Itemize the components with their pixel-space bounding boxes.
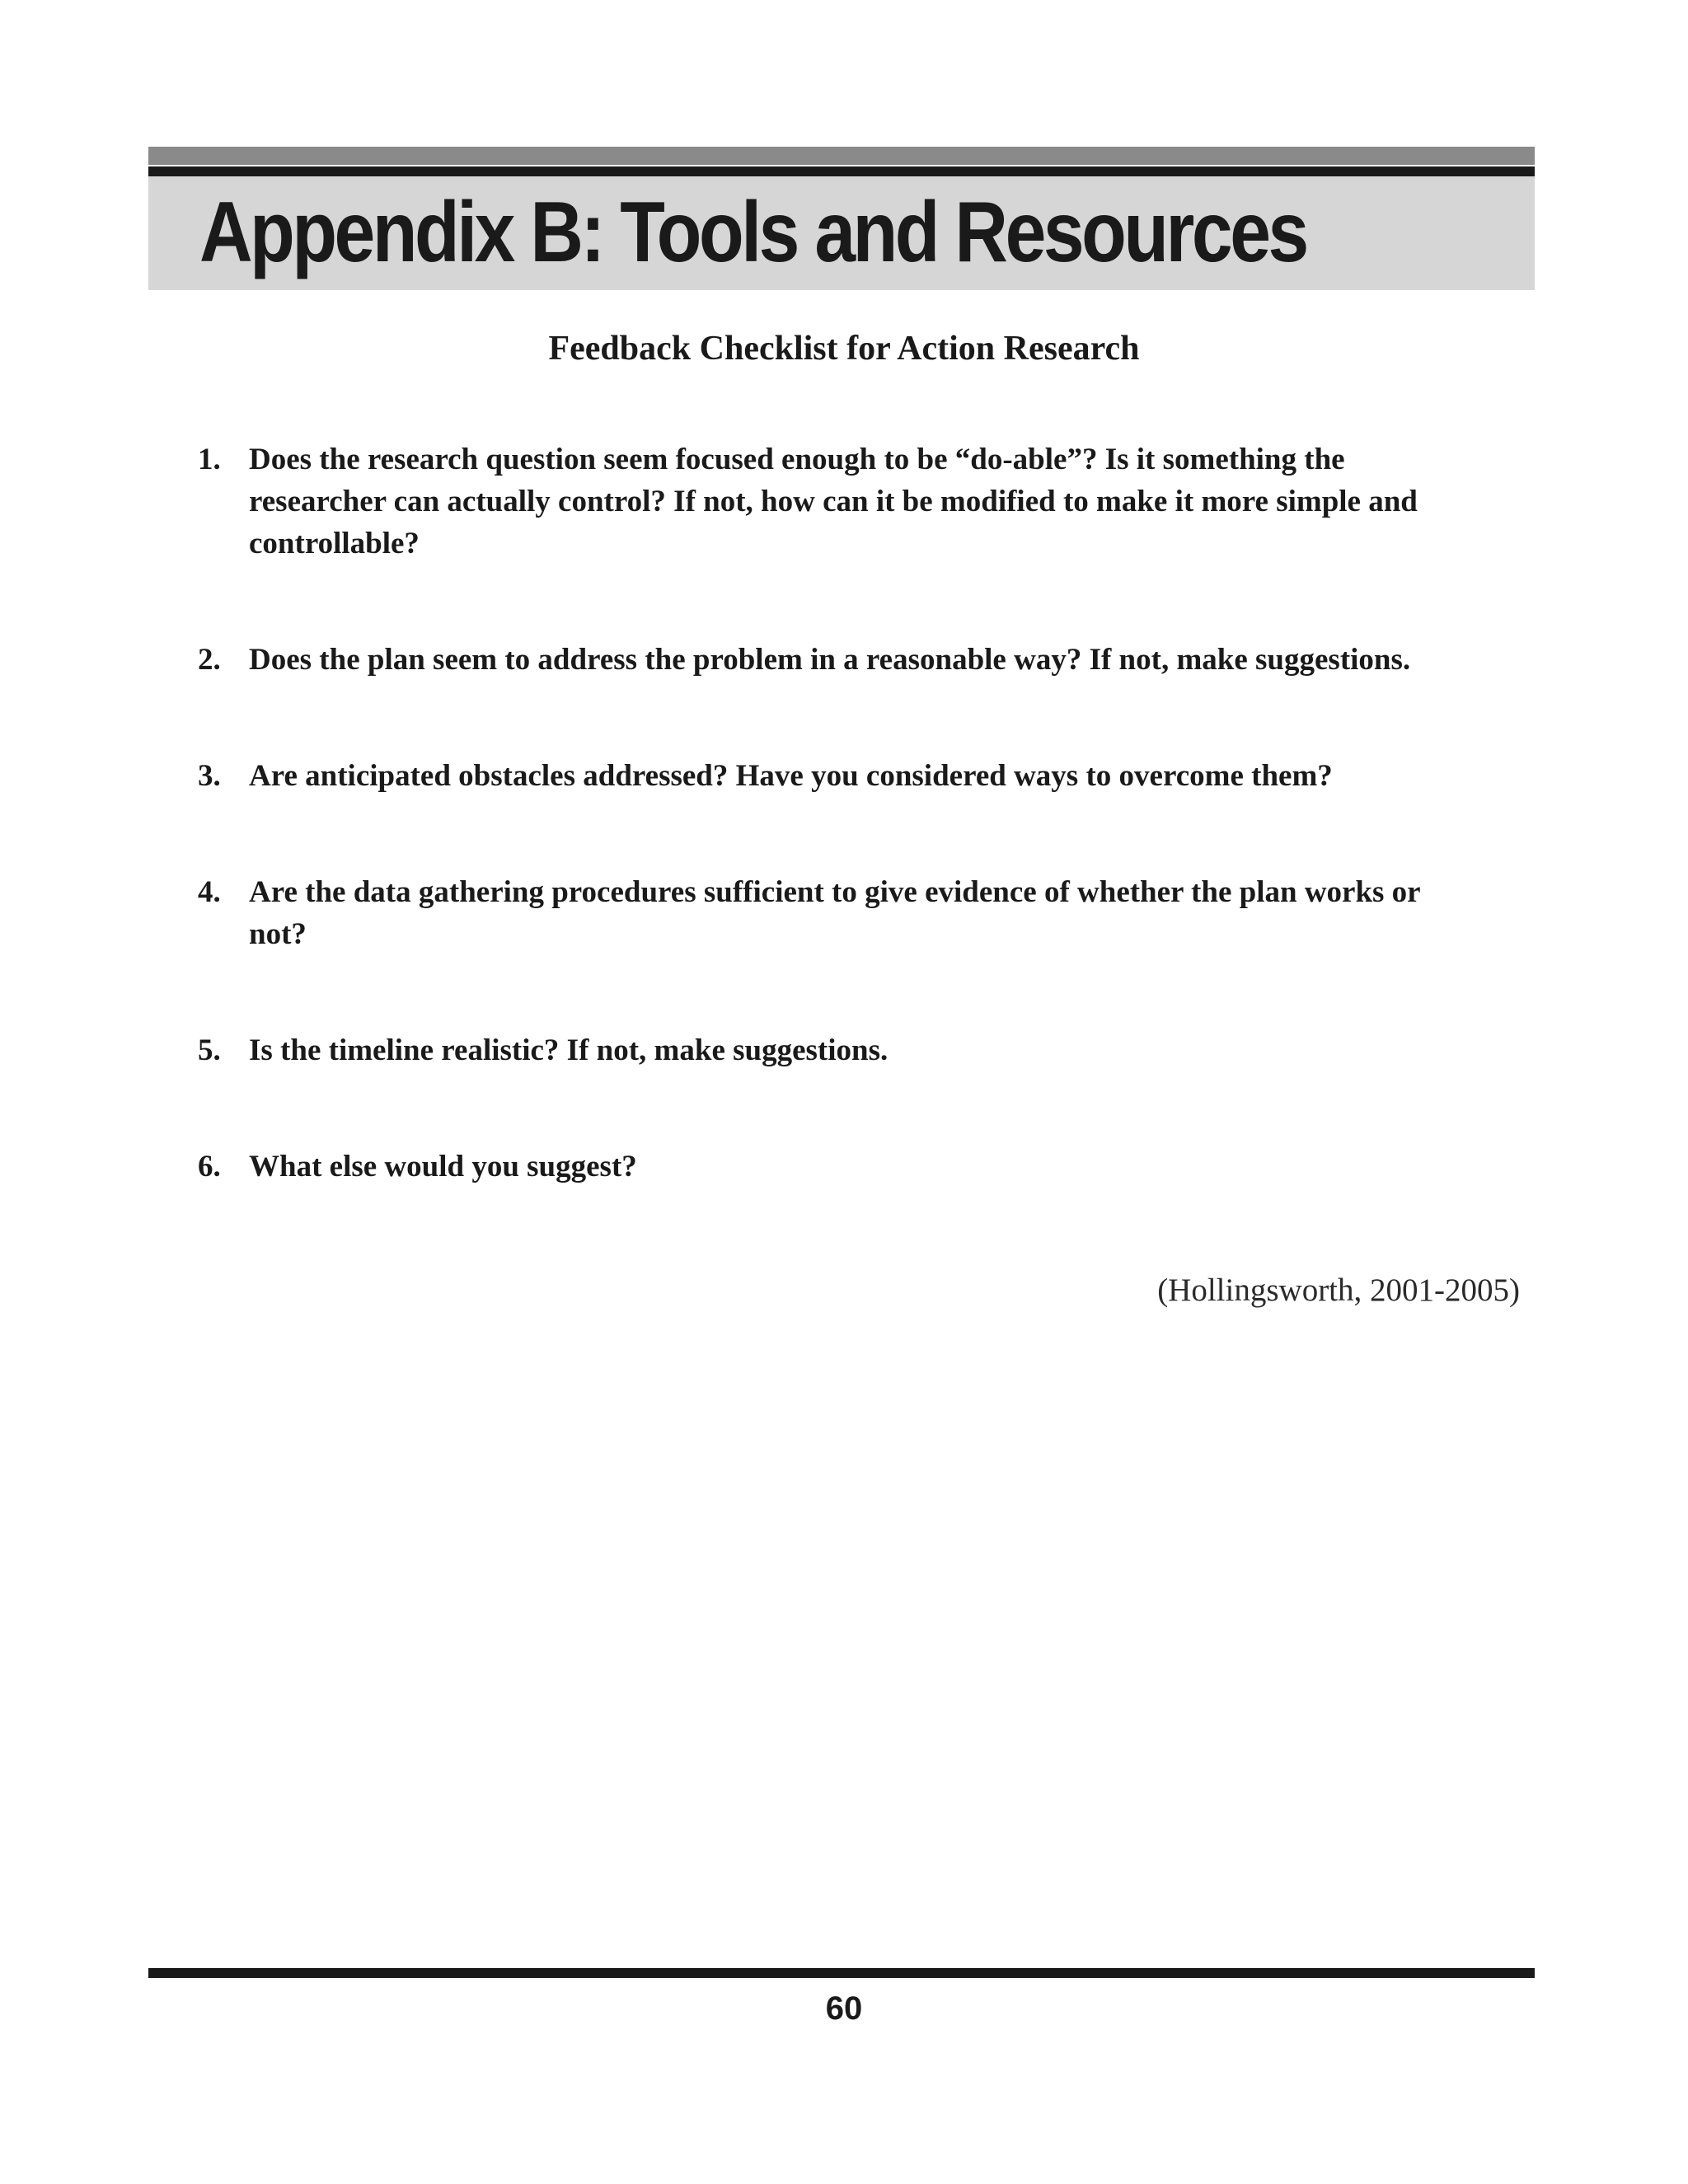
checklist-title: Feedback Checklist for Action Research (548, 330, 1140, 368)
question-item (198, 1029, 1484, 1071)
question-text: Are the data gathering procedures sufficient to give evidence of whether the plan works or not? (249, 875, 1420, 951)
question-item (198, 755, 1484, 797)
question-text: Is the timeline realistic? If not, make suggestions. (249, 1033, 889, 1067)
question-text: Does the plan seem to address the problem in a reasonable way? If not, make suggestions. (249, 643, 1411, 677)
question-number: 4. (198, 875, 221, 909)
header-gray-rule (148, 147, 1535, 165)
question-item (198, 438, 1484, 565)
question-list (198, 438, 1484, 1188)
question-number: 3. (198, 759, 221, 793)
footer-rule (148, 1968, 1535, 1978)
question-text: Does the research question seem focused enough to be “do-able”? Is it something the researcher can actually control? If not, how can it be modified to make it more simple and controllable? (249, 443, 1418, 560)
question-number: 6. (198, 1150, 221, 1183)
question-text: What else would you suggest? (249, 1150, 637, 1183)
question-number: 1. (198, 443, 221, 476)
page-number: 60 (825, 1990, 863, 2027)
question-item (198, 1146, 1484, 1188)
appendix-title: Appendix B: Tools and Resources (199, 185, 1306, 280)
question-text: Are anticipated obstacles addressed? Have you considered ways to overcome them? (249, 759, 1333, 793)
question-item (198, 639, 1484, 681)
citation: (Hollingsworth, 2001-2005) (1157, 1272, 1520, 1308)
question-number: 2. (198, 643, 221, 677)
page-header-band (148, 147, 1535, 290)
header-black-rule (148, 166, 1535, 176)
question-item (198, 871, 1484, 955)
question-number: 5. (198, 1033, 221, 1067)
